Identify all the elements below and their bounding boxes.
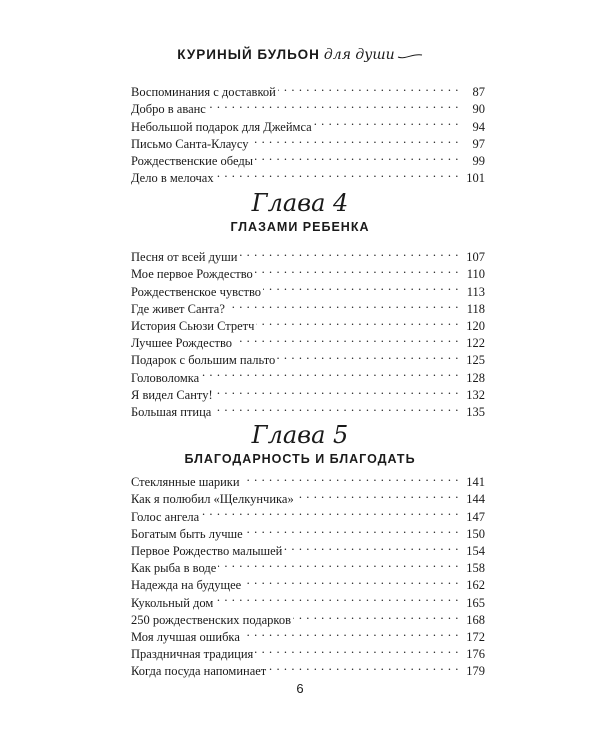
dot-leader [240,244,460,261]
dot-leader [234,330,459,347]
toc-entry-title: Воспоминания с доставкой [131,85,276,100]
dot-leader [284,538,459,555]
toc-entry-title: Дело в мелочах [131,171,214,186]
dot-leader [296,486,459,503]
dot-leader [213,399,459,416]
toc-entry-page: 94 [472,119,485,134]
dot-leader [216,165,459,182]
dot-leader [278,79,459,96]
toc-entry-page: 90 [472,102,485,117]
toc-entry-page: 154 [466,543,485,558]
toc-entry-page: 135 [466,404,485,419]
dot-leader [215,382,459,399]
toc-entry-page: 110 [466,267,485,282]
toc-entry-page: 165 [466,595,485,610]
toc-entry-page: 158 [466,561,485,576]
toc-entry-page: 97 [472,136,485,151]
toc-list-chapter-4 [131,244,485,419]
toc-list-chapter-5 [131,469,485,679]
dot-leader [208,96,459,113]
toc-entry-title: Рождественское чувство [131,284,262,299]
toc-entry-title: Как рыба в воде [131,561,217,576]
dot-leader [245,521,459,538]
dot-leader [277,347,459,364]
toc-entry-page: 125 [466,353,485,368]
toc-entry-title: Моя лучшая ошибка [131,629,240,644]
dot-leader [215,589,459,606]
toc-entry-title: Головоломка [131,370,200,385]
toc-entry-page: 99 [472,153,485,168]
toc-entry-title: Надежда на будущее [131,578,242,593]
toc-entry-title: Как я полюбил «Щелкунчика» [131,492,294,507]
dot-leader [268,658,459,675]
toc-entry-page: 168 [466,612,485,627]
toc-entry-page: 141 [466,475,485,490]
toc-entry-title: 250 рождественских подарков [131,612,292,627]
dot-leader [218,555,459,572]
dot-leader [242,624,459,641]
dot-leader [242,469,459,486]
toc-entry-page: 144 [466,492,485,507]
toc-entry-page: 113 [466,284,485,299]
page-number: 6 [296,681,304,696]
toc-entry-page: 150 [466,526,485,541]
dot-leader [293,607,459,624]
toc-entry-title: Праздничная традиция [131,647,254,662]
toc-entry-page: 176 [466,647,485,662]
toc-entry-title: Песня от всей души [131,250,238,265]
toc-entry[interactable] [131,244,485,265]
toc-entry-page: 122 [466,336,485,351]
toc-list-continued [131,79,485,186]
book-title-caps: КУРИНЫЙ БУЛЬОН [177,47,320,62]
toc-entry-title: Большая птица [131,404,212,419]
toc-entry-title: Добро в аванс [131,102,206,117]
dot-leader [201,364,459,381]
toc-entry-title: Богатым быть лучше [131,526,243,541]
toc-entry-title: Я видел Санту! [131,387,213,402]
toc-entry-title: Мое первое Рождество [131,267,253,282]
toc-entry-title: Где живет Санта? [131,301,225,316]
chapter-5-title: БЛАГОДАРНОСТЬ И БЛАГОДАТЬ [184,452,416,466]
dot-leader [314,113,459,130]
toc-entry[interactable] [131,79,485,100]
dot-leader [256,313,459,330]
toc-entry-page: 118 [466,301,485,316]
toc-entry-title: Подарок с большим пальто [131,353,276,368]
chapter-4-title: ГЛАЗАМИ РЕБЕНКА [230,220,370,234]
dot-leader [255,148,459,165]
toc-entry-title: Кукольный дом [131,595,214,610]
toc-entry-title: Рождественские обеды [131,153,254,168]
toc-entry-page: 120 [466,318,485,333]
dot-leader [243,572,459,589]
toc-entry-page: 128 [466,370,485,385]
dot-leader [227,296,459,313]
toc-entry-page: 179 [466,664,485,679]
flourish-icon [397,51,423,61]
toc-entry-page: 107 [466,250,485,265]
dot-leader [251,131,459,148]
book-title-script: для души [323,47,395,63]
toc-entry-page: 172 [466,629,485,644]
toc-entry-page: 132 [466,387,485,402]
toc-entry-page: 87 [472,85,485,100]
chapter-5-label: Глава 5 [251,421,349,449]
toc-entry-title: Лучшее Рождество [131,336,233,351]
dot-leader [255,261,459,278]
dot-leader [255,641,459,658]
dot-leader [201,503,459,520]
toc-entry-title: Первое Рождество малышей [131,543,283,558]
toc-entry-title: Письмо Санта-Клаусу [131,136,249,151]
dot-leader [263,278,459,295]
running-header [0,45,600,66]
toc-entry-title: Когда посуда напоминает [131,664,267,679]
toc-entry-page: 147 [466,509,485,524]
chapter-4-label: Глава 4 [251,189,349,217]
toc-entry-title: Стеклянные шарики [131,475,240,490]
toc-entry-page: 162 [466,578,485,593]
toc-entry-title: Голос ангела [131,509,200,524]
toc-entry[interactable] [131,469,485,490]
toc-entry-title: Небольшой подарок для Джеймса [131,119,312,134]
toc-entry-page: 101 [466,171,485,186]
toc-entry-title: История Сьюзи Стретч [131,318,255,333]
